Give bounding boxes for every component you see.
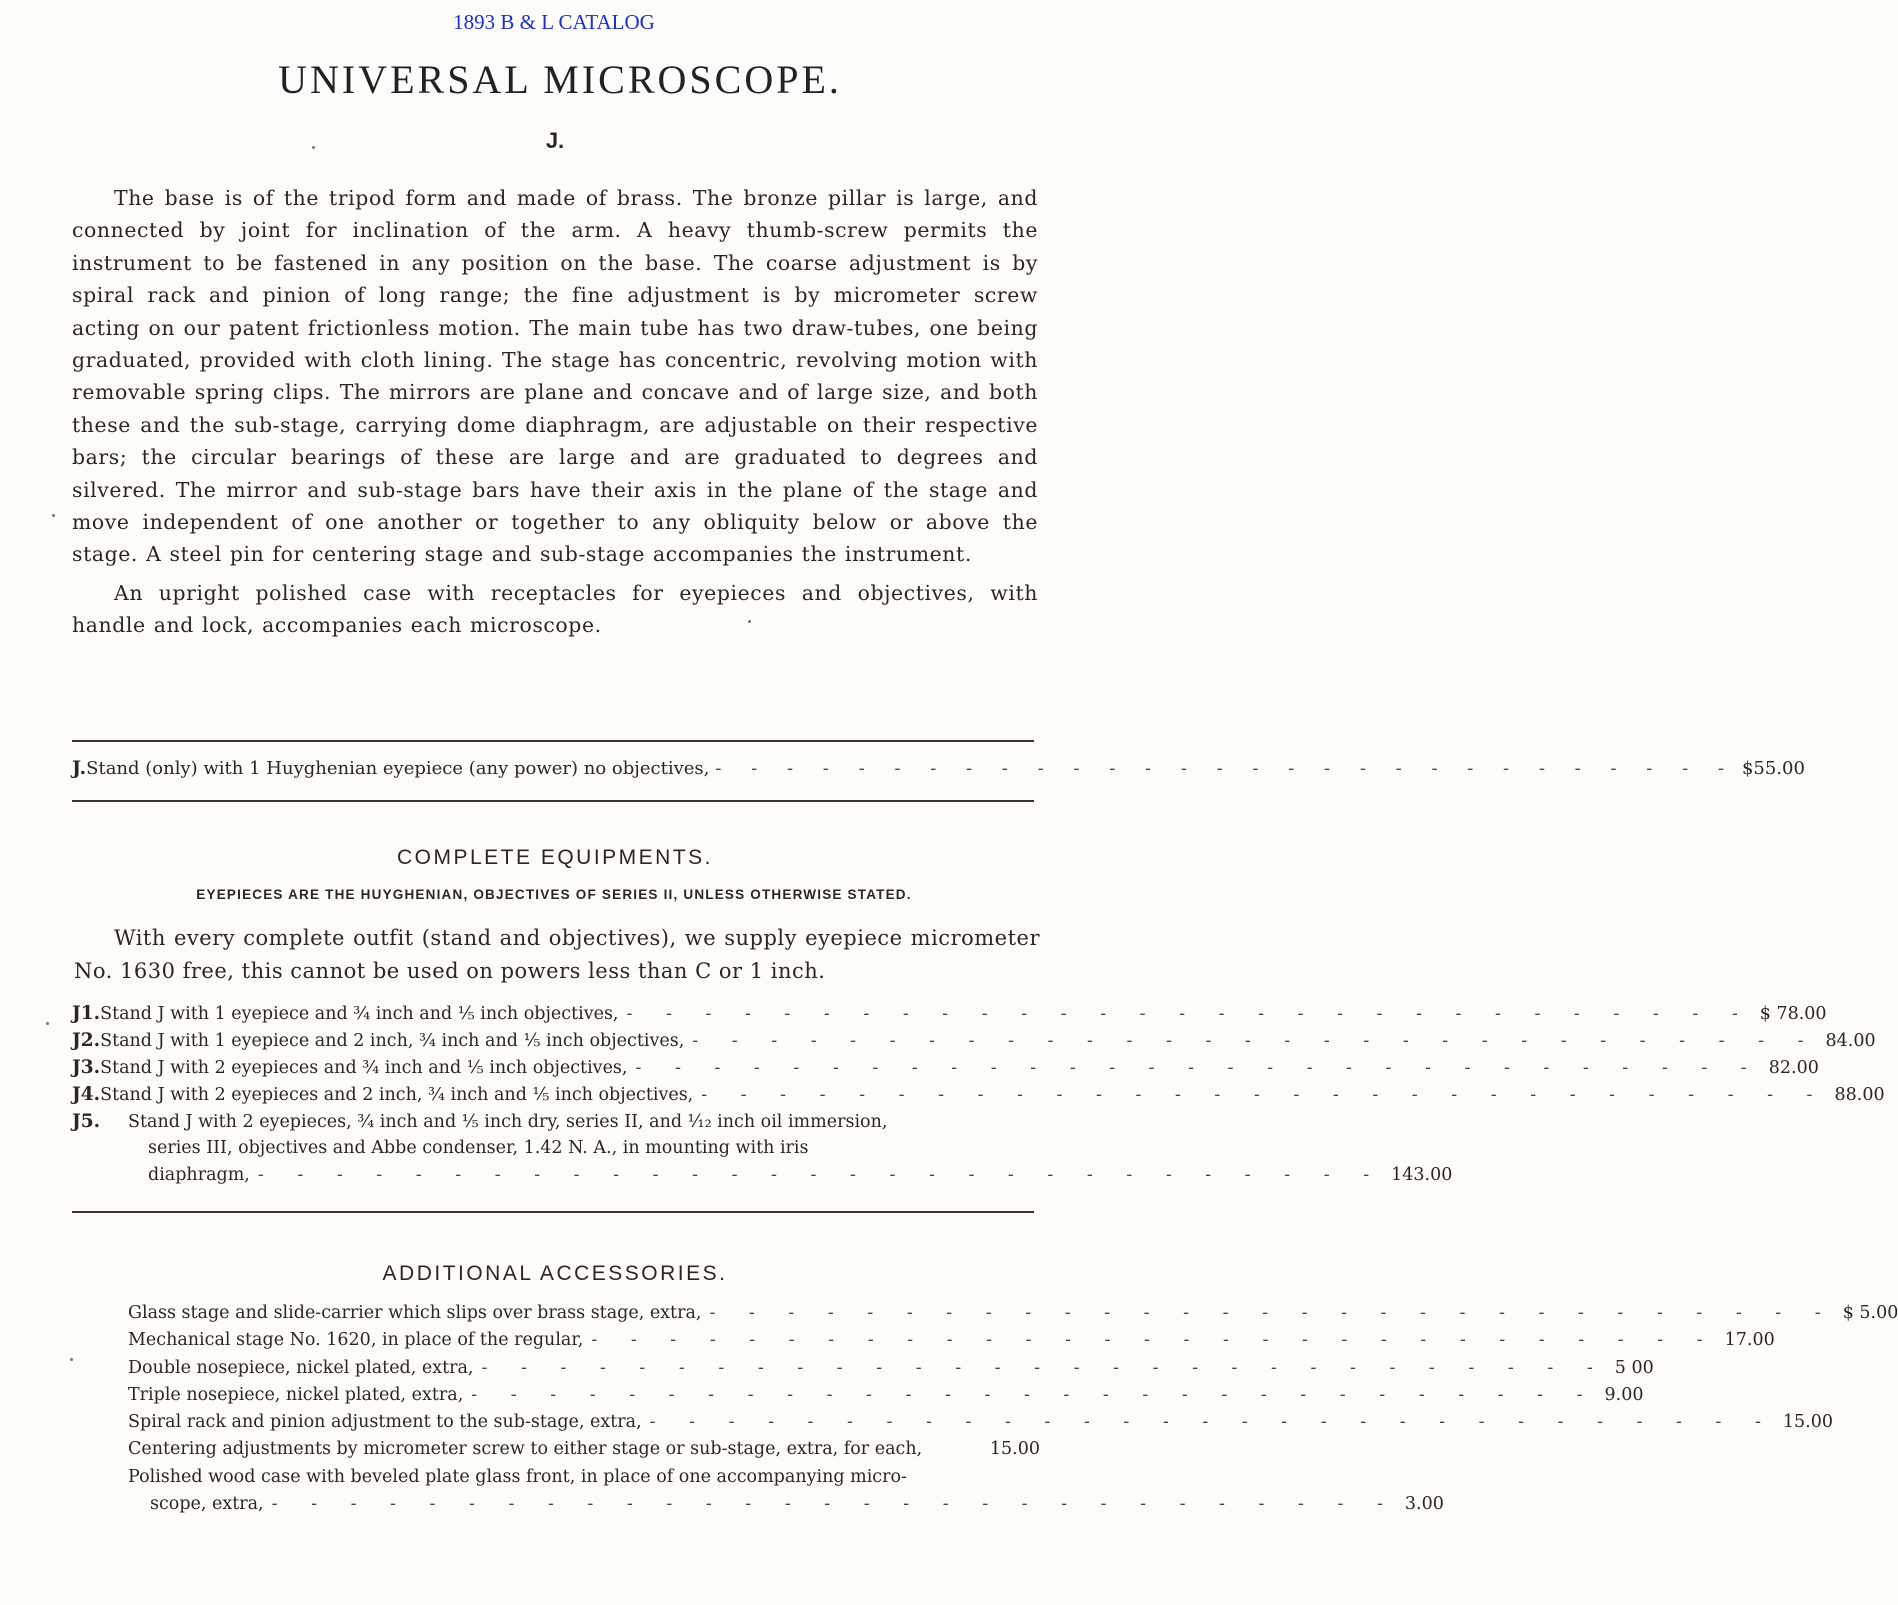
stand-item-code: J. [72,757,87,779]
list-item-continuation [128,1494,1444,1521]
item-code: J1. [72,1003,101,1024]
item-description: Triple nosepiece, nickel plated, extra, [128,1384,464,1405]
leader-dots: - - - - - - - - - - - - - - - - - - - - - - - - - - - - - [591,1330,1717,1351]
item-description: Stand J with 2 eyepieces and ¾ inch and ⅕ inch objectives, [100,1058,628,1078]
paper-speck [312,146,315,149]
list-item [128,1467,1040,1494]
list-item [72,1057,1819,1084]
list-item-continuation [72,1138,1040,1165]
item-description: Mechanical stage No. 1620, in place of the regular, [128,1330,584,1351]
item-price: 9.00 [1604,1384,1644,1405]
paper-speck [748,620,751,623]
leader-dots: - - - - - - - - - - - - - - - - - - - - - - - - - - - - - [692,1031,1818,1051]
item-description: Centering adjustments by micrometer screw to either stage or sub-stage, extra, for each, [128,1439,923,1460]
item-code: J3. [72,1057,101,1078]
leader-dots: - - - - - - - - - - - - - - - - - - - - - - - - - - - - - [271,1494,1397,1515]
item-description: Stand J with 1 eyepiece and ¾ inch and ⅕ inch objectives, [100,1004,619,1024]
item-price: 143.00 [1391,1165,1453,1185]
item-description: Polished wood case with beveled plate glass front, in place of one accompanying micro- [128,1466,907,1487]
list-item-continuation [72,1165,1453,1192]
leader-dots: - - - - - - - - - - - - - - - - - - - - - - - - - - - - - [471,1384,1597,1405]
stand-item-text: Stand (only) with 1 Huyghenian eyepiece (any power) no objectives, [86,758,710,779]
item-description: Glass stage and slide-carrier which slips over brass stage, extra, [128,1303,702,1323]
model-letter: J. [545,128,565,153]
item-price: 84.00 [1825,1031,1876,1051]
leader-dots: - - - - - - - - - - - - - - - - - - - - - - - - - - - - - [715,758,1736,779]
list-item [128,1384,1644,1412]
leader-dots: - - - - - - - - - - - - - - - - - - - - - - - - - - - - - [701,1085,1827,1105]
list-item [72,1111,1040,1138]
item-description: Stand J with 1 eyepiece and 2 inch, ¾ inch and ⅕ inch objectives, [100,1031,685,1051]
leader-dots: - - - - - - - - - - - - - - - - - - - - - - - - - - - - - [635,1058,1761,1078]
item-price: 82.00 [1768,1058,1819,1078]
divider [72,740,1034,742]
description-paragraph-1: The base is of the tripod form and made of brass. The bronze pillar is large, and connected by joint for inclination of the arm. A heavy thumb-screw permits the instrument to be fastened in any position on the base. The coarse adjustment is by spiral rack and pinion of long range; the fine adjustment is by micrometer screw acting on our patent frictionless motion. The main tube has two draw-tubes, one being graduated, provided with cloth lining. The stage has concentric, revolving motion with removable spring clips. The mirrors are plane and concave and of large size, and both these and the sub-stage, carrying dome diaphragm, are adjustable on their respective bars; the circular bearings of these are large and are graduated to degrees and silvered. The mirror and sub-stage bars have their axis in the plane of the stage and move independent of one another or together to any obliquity below or above the stage. A steel pin for centering stage and sub-stage accompanies the instrument. [72,186,1038,567]
equipment-list [72,1003,1885,1192]
divider [72,1211,1034,1213]
item-price: 15.00 [1782,1412,1834,1433]
item-price: $ 78.00 [1759,1004,1827,1024]
equipment-intro [74,922,1040,988]
list-item [128,1439,1040,1466]
item-description: Spiral rack and pinion adjustment to the sub-stage, extra, [128,1412,642,1433]
list-item [128,1412,1834,1439]
additional-accessories-heading: ADDITIONAL ACCESSORIES. [382,1262,728,1285]
item-price: 3.00 [1404,1494,1444,1515]
item-description: series III, objectives and Abbe condenser, 1.42 N. A., in mounting with iris [148,1138,809,1158]
item-price: 88.00 [1834,1085,1885,1105]
item-price: 17.00 [1724,1330,1775,1351]
description-paragraph-2: An upright polished case with receptacles for eyepieces and objectives, with handle and lock, accompanies each microscope. [72,580,1038,638]
item-code: J2. [72,1030,101,1051]
item-description: Double nosepiece, nickel plated, extra, [128,1357,474,1378]
item-price: 15.00 [989,1439,1040,1460]
accessories-list [128,1303,1898,1521]
stand-item-price: $55.00 [1741,758,1805,779]
leader-dots: - - - - - - - - - - - - - - - - - - - - - - - - - - - - - [649,1412,1775,1433]
list-item [128,1357,1654,1385]
equipment-intro-text: With every complete outfit (stand and objectives), we supply eyepiece micrometer No. 1630 free, this cannot be used on powers less than C or 1 inch. [74,926,1040,983]
list-item [128,1303,1898,1330]
leader-dots: - - - - - - - - - - - - - - - - - - - - - - - - - - - - - [709,1303,1835,1323]
list-item [128,1330,1775,1357]
equipment-note: EYEPIECES ARE THE HUYGHENIAN, OBJECTIVES OF SERIES II, UNLESS OTHERWISE STATED. [196,887,912,902]
list-item [72,1084,1885,1111]
paper-speck [52,514,55,517]
stand-item-row [72,757,1805,779]
list-item [72,1030,1876,1057]
leader-dots: - - - - - - - - - - - - - - - - - - - - - - - - - - - - - [626,1004,1752,1024]
paper-speck [46,1022,49,1025]
item-code: J4. [72,1084,101,1105]
item-code: J5. [72,1111,101,1132]
divider [72,800,1034,802]
page-title: UNIVERSAL MICROSCOPE. [278,57,842,102]
catalog-header-link[interactable]: 1893 B & L CATALOG [453,10,655,34]
item-description: Stand J with 2 eyepieces and 2 inch, ¾ inch and ⅕ inch objectives, [100,1085,694,1105]
item-description: scope, extra, [150,1494,264,1515]
description [72,182,1038,642]
item-description: Stand J with 2 eyepieces, ¾ inch and ⅕ inch dry, series II, and ¹⁄₁₂ inch oil immersion, [128,1112,888,1132]
list-item [72,1003,1827,1030]
complete-equipments-heading: COMPLETE EQUIPMENTS. [396,846,714,869]
item-description: diaphragm, [148,1165,250,1185]
leader-dots: - - - - - - - - - - - - - - - - - - - - - - - - - - - - - [481,1357,1607,1378]
item-price: $ 5.00 [1842,1303,1898,1323]
paper-speck [70,1358,73,1361]
leader-dots: - - - - - - - - - - - - - - - - - - - - - - - - - - - - - [257,1165,1384,1185]
item-price: 5 00 [1614,1357,1654,1378]
